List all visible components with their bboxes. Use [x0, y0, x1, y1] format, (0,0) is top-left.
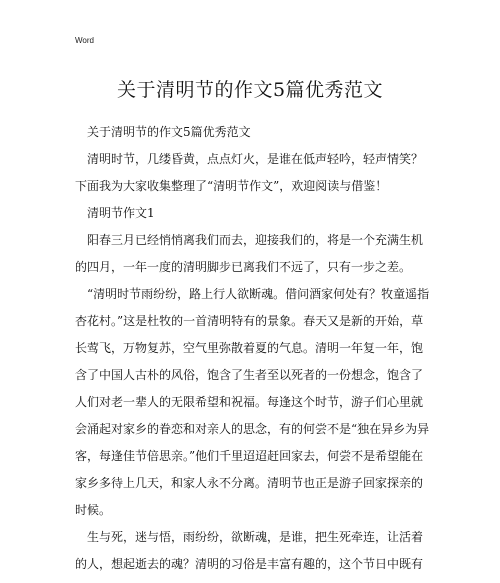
body-line: 家乡多待上几天，和家人永不分离。清明节也正是游子回家探亲的 [75, 476, 424, 490]
body-line: 的四月，一年一度的清明脚步已离我们不远了，只有一步之差。 [75, 260, 412, 274]
document-title: 关于清明节的作文5篇优秀范文 [116, 79, 384, 101]
body-line: 杏花村。”这是杜牧的一首清明特有的景象。春天又是新的开始，草 [75, 314, 424, 328]
app-header-label: Word [75, 36, 94, 45]
body-line: 下面我为大家收集整理了“清明节作文”，欢迎阅读与借鉴！ [75, 179, 388, 193]
body-line: 清明时节，几缕昏黄，点点灯火，是谁在低声轻吟，轻声情笑？ [87, 152, 424, 166]
body-line: 客，每逢佳节倍思亲。”他们千里迢迢赶回家去，何尝不是希望能在 [75, 449, 424, 463]
body-line: 的人，想起逝去的魂？清明的习俗是丰富有趣的，这个节日中既有 [75, 557, 424, 571]
body-line: 人们对老一辈人的无限希望和祝福。每逢这个时节，游子们心里就 [75, 395, 424, 409]
body-line: 时候。 [75, 503, 112, 517]
body-line: 生与死，迷与悟，雨纷纷，欲断魂，是谁，把生死牵连，让活着 [87, 530, 424, 544]
body-line: 关于清明节的作文5篇优秀范文 [87, 125, 251, 139]
body-line: 会涌起对家乡的眷恋和对亲人的思念，有的何尝不是“独在异乡为异 [75, 422, 430, 436]
document-body [75, 124, 430, 583]
body-line: 阳春三月已经悄悄离我们而去，迎接我们的，将是一个充满生机 [87, 233, 424, 247]
body-line: 含了中国人古朴的风俗，饱含了生者至以死者的一份想念，饱含了 [75, 368, 424, 382]
body-line: “清明时节雨纷纷，路上行人欲断魂。借问酒家何处有？牧童遥指 [87, 287, 430, 301]
body-line: 长莺飞，万物复苏，空气里弥散着夏的气息。清明一年复一年，饱 [75, 341, 424, 355]
body-line: 清明节作文1 [87, 206, 155, 220]
